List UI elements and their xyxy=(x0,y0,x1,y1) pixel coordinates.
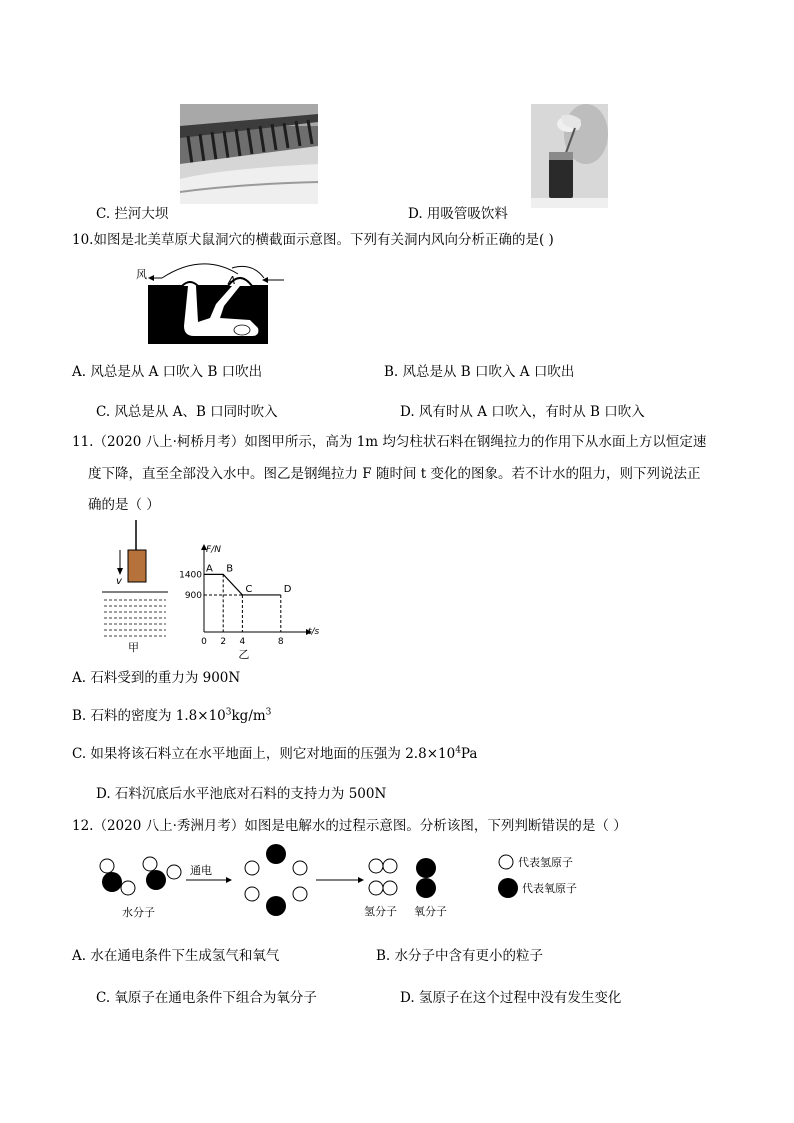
figure-jia-caption: 甲 xyxy=(128,641,139,654)
water-molecule-label: 水分子 xyxy=(122,906,155,919)
dam-photo xyxy=(180,104,318,204)
legend-hydrogen-icon xyxy=(499,855,513,869)
q11-option-c-post: Pa xyxy=(460,746,478,762)
y-tick-label: 1400 xyxy=(179,570,202,581)
q11-stem-line1: 11.（2020 八上·柯桥月考）如图甲所示，高为 1m 均匀柱状石料在钢绳拉力的作用下从水面上方以恒定速 xyxy=(72,434,707,450)
velocity-label: v xyxy=(116,576,122,587)
x-tick-label: 2 xyxy=(220,637,227,647)
q10-stem: 10.如图是北美草原犬鼠洞穴的横截面示意图。下列有关洞内风向分析正确的是( ) xyxy=(72,232,554,248)
point-label: A xyxy=(206,563,213,575)
q9-option-c: C. 拦河大坝 xyxy=(96,206,169,222)
q11-option-b-pre: B. 石料的密度为 1.8×10 xyxy=(72,708,226,724)
x-axis-label: t/s xyxy=(308,627,320,637)
q10-option-a: A. 风总是从 A 口吹入 B 口吹出 xyxy=(72,364,263,380)
x-tick-label: 0 xyxy=(201,637,207,647)
electrify-label: 通电 xyxy=(190,864,212,877)
q12-option-a: A. 水在通电条件下生成氢气和氧气 xyxy=(72,948,280,964)
force-series-line xyxy=(204,574,281,595)
q11-option-c-pre: C. 如果将该石料立在水平地面上，则它对地面的压强为 2.8×10 xyxy=(72,746,456,762)
stone-block xyxy=(128,550,146,582)
q11-option-a: A. 石料受到的重力为 900N xyxy=(72,670,241,686)
point-label: B xyxy=(226,563,234,575)
q9-option-d: D. 用吸管吸饮料 xyxy=(408,206,508,222)
burrow-label-b: B xyxy=(172,288,180,301)
q12-option-d: D. 氢原子在这个过程中没有发生变化 xyxy=(400,990,622,1006)
q11-option-c-exp: 4 xyxy=(455,745,461,756)
oxygen-molecule-label: 氧分子 xyxy=(414,905,447,918)
q12-option-c: C. 氧原子在通电条件下组合为氧分子 xyxy=(96,990,317,1006)
q11-option-c xyxy=(72,742,477,762)
q12-option-b: B. 水分子中含有更小的粒子 xyxy=(376,948,544,964)
legend-hydrogen-label: 代表氢原子 xyxy=(518,856,573,869)
legend-oxygen-icon xyxy=(498,878,518,898)
figure-yi-caption: 乙 xyxy=(238,648,250,661)
q11-option-b xyxy=(72,704,271,724)
burrow-wind-label: 风 xyxy=(136,268,147,281)
q11-option-b-mid: kg/m xyxy=(231,708,266,724)
force-time-chart xyxy=(172,540,320,661)
point-label: C xyxy=(245,583,253,595)
q11-option-d: D. 石料沉底后水平池底对石料的支持力为 500N xyxy=(96,786,387,802)
q11-stem-line2: 度下降，直至全部没入水中。图乙是钢绳拉力 F 随时间 t 变化的图象。若不计水的阻力，则下列说法正 xyxy=(88,466,701,482)
burrow-label-a: A xyxy=(228,274,236,287)
x-tick-label: 4 xyxy=(239,637,246,647)
q12-stem: 12.（2020 八上·秀洲月考）如图是电解水的过程示意图。分析该图，下列判断错误的是（ ） xyxy=(72,818,627,834)
figure-jia xyxy=(98,520,172,654)
straw-drink-photo xyxy=(531,104,608,208)
burrow-diagram xyxy=(132,256,292,346)
q10-option-d: D. 风有时从 A 口吹入，有时从 B 口吹入 xyxy=(400,404,645,420)
point-label: D xyxy=(283,583,292,595)
electrolysis-diagram xyxy=(94,840,614,924)
q11-option-b-exp: 3 xyxy=(225,707,232,718)
q11-option-b-exp2: 3 xyxy=(265,707,272,718)
y-tick-label: 900 xyxy=(184,590,202,601)
q11-stem-line3: 确的是（ ） xyxy=(88,497,160,513)
y-axis-label: F/N xyxy=(206,545,221,555)
legend-oxygen-label: 代表氧原子 xyxy=(522,882,577,895)
hydrogen-molecule-label: 氢分子 xyxy=(364,905,397,918)
q10-option-b: B. 风总是从 B 口吹入 A 口吹出 xyxy=(384,364,575,380)
x-tick-label: 8 xyxy=(277,637,284,647)
q10-option-c: C. 风总是从 A、B 口同时吹入 xyxy=(96,404,278,420)
